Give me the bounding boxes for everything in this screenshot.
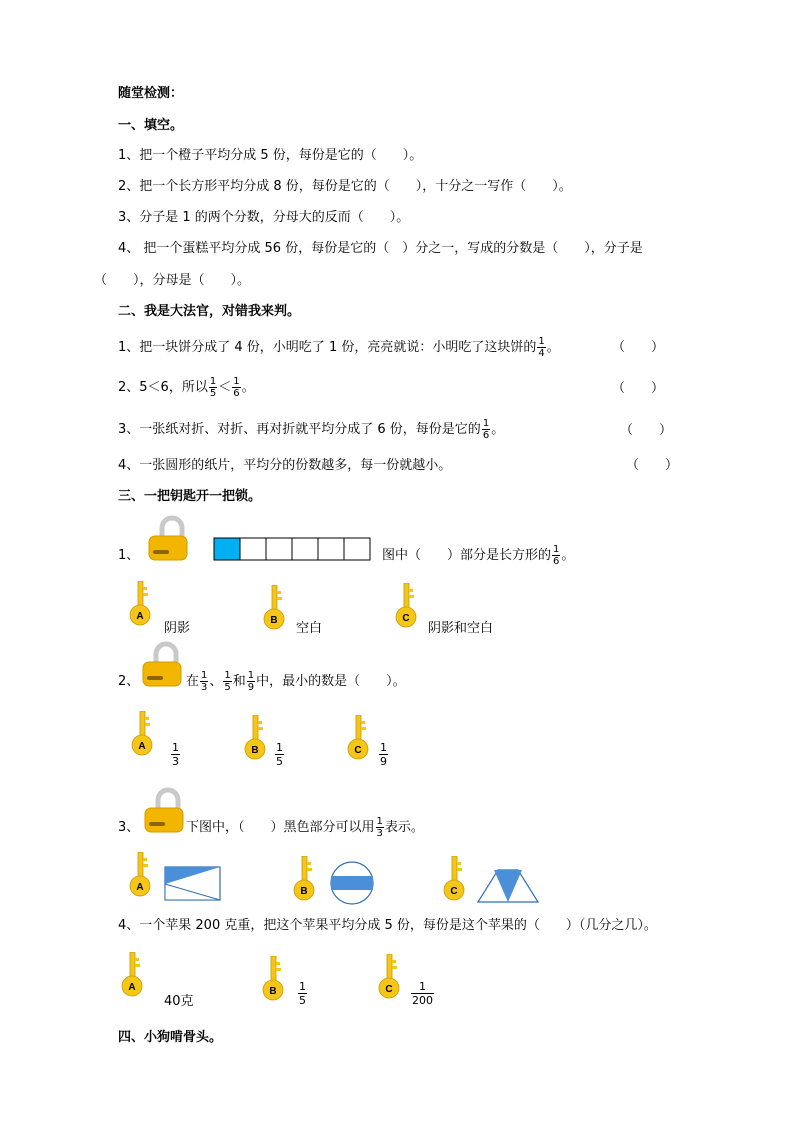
s3-q2-option-c: $\frac{1}{9}$ xyxy=(380,741,387,768)
fraction: $\frac{1}{4}$ xyxy=(538,336,545,359)
section-2-title: 二、我是大法官，对错我来判。 xyxy=(118,304,301,319)
s3-q2-option-a: $\frac{1}{3}$ xyxy=(172,741,179,768)
key-a-icon[interactable] xyxy=(128,581,156,627)
svg-text:A: A xyxy=(136,882,144,893)
section-4-title: 四、小狗啃骨头。 xyxy=(118,1030,223,1045)
s2-answer-2[interactable]: （ ） xyxy=(612,381,665,396)
key-c-icon[interactable] xyxy=(377,954,405,1000)
section-1-title: 一、填空。 xyxy=(118,118,184,133)
section-3-title: 三、一把钥匙开一把锁。 xyxy=(118,489,262,504)
svg-text:B: B xyxy=(300,886,308,897)
key-b-icon[interactable] xyxy=(262,585,290,631)
fraction: $\frac{1}{6}$ xyxy=(233,376,240,399)
s2-answer-1[interactable]: （ ） xyxy=(612,340,665,355)
svg-text:B: B xyxy=(251,745,259,756)
s3-q4-option-c: $\frac{1}{200}$ xyxy=(412,980,433,1007)
s3-q2-text: 在 $\frac{1}{3}$ 、 $\frac{1}{5}$ 和 $\frac{1}{9}$ 中，最小的数是（ ）。 xyxy=(186,670,406,693)
s3-q1-text: 图中（ ）部分是长方形的 $\frac{1}{6}$ 。 xyxy=(382,544,575,567)
fraction: $\frac{1}{6}$ xyxy=(482,418,490,441)
page-heading: 随堂检测： xyxy=(118,86,184,101)
s3-q1-number: 1、 xyxy=(118,548,140,563)
circle-band-figure xyxy=(328,860,376,906)
key-b-icon[interactable] xyxy=(243,715,271,761)
s1-question-2: 2、把一个长方形平均分成 8 份，每份是它的（ ），十分之一写作（ ）。 xyxy=(118,179,572,194)
svg-text:C: C xyxy=(354,745,362,756)
key-a-icon[interactable] xyxy=(128,852,156,898)
key-c-icon[interactable] xyxy=(394,583,422,629)
s3-q3-text: 下图中，（ ）黑色部分可以用 $\frac{1}{3}$ 表示。 xyxy=(186,816,424,839)
s3-q4-option-b: $\frac{1}{5}$ xyxy=(299,980,306,1007)
s3-question-4: 4、一个苹果 200 克重，把这个苹果平均分成 5 份，每份是这个苹果的（ ）（几分之几）。 xyxy=(118,918,657,933)
lock-icon xyxy=(140,786,190,834)
triangle-split-figure xyxy=(476,868,540,904)
rectangle-sixths-figure xyxy=(213,537,375,563)
key-b-icon[interactable] xyxy=(261,956,289,1002)
lock-icon xyxy=(144,514,196,562)
s3-q1-option-c: 阴影和空白 xyxy=(428,621,494,636)
s2-question-1: 1、把一块饼分成了 4 份，小明吃了 1 份，亮亮就说：小明吃了这块饼的 $\frac{1}{4}$ 。 xyxy=(118,336,560,359)
key-c-icon[interactable] xyxy=(442,856,470,902)
s3-q4-option-a: 40克 xyxy=(164,994,194,1009)
key-c-icon[interactable] xyxy=(346,715,374,761)
rectangle-triangle-figure xyxy=(164,866,222,902)
s3-q2-number: 2、 xyxy=(118,674,140,689)
s1-question-4a: 4、 把一个蛋糕平均分成 56 份，每份是它的（ ）分之一，写成的分数是（ ），分子是 xyxy=(118,241,643,256)
key-letter: A xyxy=(136,611,144,622)
s3-q3-number: 3、 xyxy=(118,820,140,835)
s2-answer-3[interactable]: （ ） xyxy=(620,423,673,438)
fraction: $\frac{1}{5}$ xyxy=(209,376,217,399)
s1-question-4b: （ ），分母是（ ）。 xyxy=(94,273,251,288)
key-b-icon[interactable] xyxy=(292,856,320,902)
lock-icon xyxy=(138,640,188,688)
s3-q2-option-b: $\frac{1}{5}$ xyxy=(276,741,283,768)
s1-question-1: 1、把一个橙子平均分成 5 份，每份是它的（ ）。 xyxy=(118,148,423,163)
svg-text:B: B xyxy=(270,615,278,626)
svg-text:B: B xyxy=(269,986,277,997)
s3-q1-option-a: 阴影 xyxy=(164,621,191,636)
s3-q1-option-b: 空白 xyxy=(296,621,323,636)
svg-text:C: C xyxy=(402,613,410,624)
s2-question-4: 4、一张圆形的纸片，平均分的份数越多，每一份就越小。 xyxy=(118,458,452,473)
svg-text:A: A xyxy=(138,741,146,752)
s1-question-3: 3、分子是 1 的两个分数，分母大的反而（ ）。 xyxy=(118,210,410,225)
key-a-icon[interactable] xyxy=(120,952,148,998)
s2-question-3: 3、一张纸对折、对折、再对折就平均分成了 6 份，每份是它的 $\frac{1}{6}$ 。 xyxy=(118,418,505,441)
s2-question-2: 2、5＜6，所以 $\frac{1}{5}$ ＜ $\frac{1}{6}$ 。 xyxy=(118,376,255,399)
key-a-icon[interactable] xyxy=(130,711,158,757)
svg-text:C: C xyxy=(385,984,393,995)
fraction: $\frac{1}{6}$ xyxy=(553,544,560,567)
svg-text:A: A xyxy=(128,982,136,993)
svg-text:C: C xyxy=(450,886,458,897)
s2-answer-4[interactable]: （ ） xyxy=(626,458,679,473)
